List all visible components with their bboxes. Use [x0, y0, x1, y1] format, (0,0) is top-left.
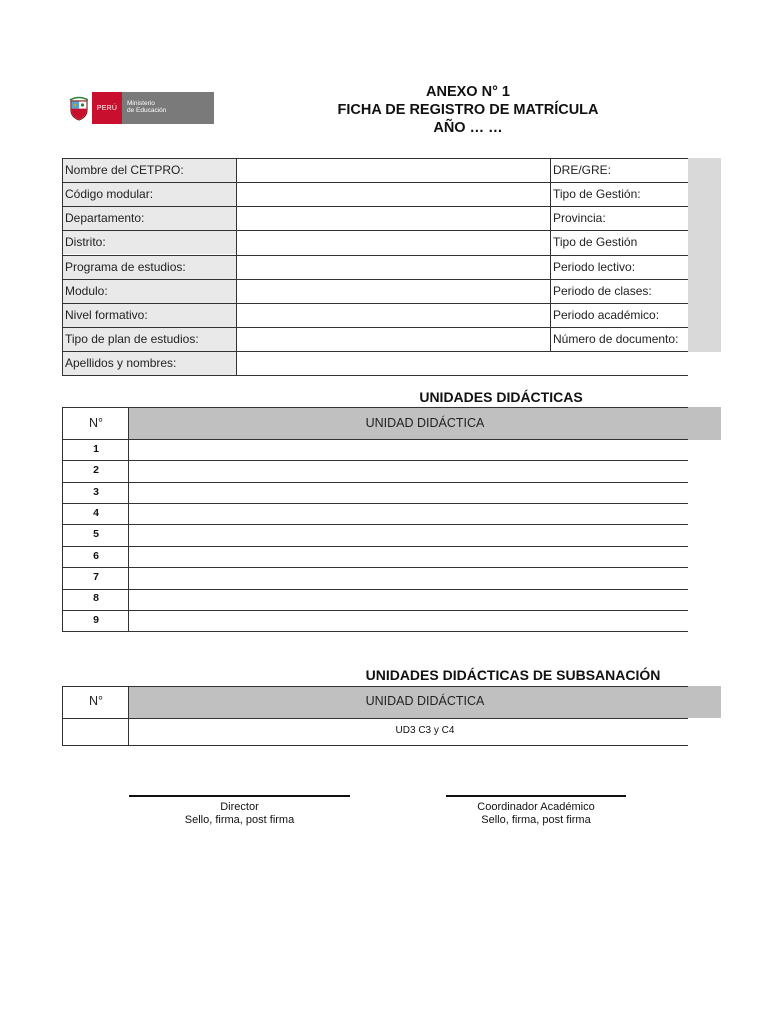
units-row-number: 5	[93, 528, 99, 540]
gridline	[550, 158, 551, 352]
gridline	[62, 206, 688, 207]
gridline	[236, 158, 237, 376]
makeup-col-unit: UNIDAD DIDÁCTICA	[365, 694, 485, 708]
gridline	[62, 407, 688, 408]
label-departamento: Departamento:	[63, 207, 236, 230]
units-row-number: 3	[93, 486, 99, 498]
gridline	[62, 503, 688, 504]
units-row-number: 6	[93, 550, 99, 562]
label-modulo: Modulo:	[63, 280, 236, 303]
makeup-col-number: N°	[88, 694, 104, 708]
label-codigo-modular: Código modular:	[63, 183, 236, 206]
value-tipo-plan[interactable]	[237, 328, 550, 351]
gridline	[62, 158, 63, 376]
value-nivel-formativo[interactable]	[237, 304, 550, 327]
label-tipo-gestion: Tipo de Gestión:	[551, 183, 688, 206]
gridline	[62, 745, 688, 746]
gridline	[128, 686, 129, 746]
value-programa[interactable]	[237, 256, 550, 279]
annex-title: ANEXO N° 1	[426, 84, 510, 100]
peru-label: PERÚ	[92, 92, 122, 124]
label-apellidos-nombres: Apellidos y nombres:	[63, 352, 236, 375]
gridline	[62, 375, 688, 376]
value-codigo-modular[interactable]	[237, 183, 550, 206]
info-side-shade	[688, 158, 721, 352]
ministry-name: Ministerio de Educación	[122, 92, 214, 124]
label-periodo-academico: Periodo académico:	[551, 304, 688, 327]
value-apellidos-nombres[interactable]	[237, 352, 688, 375]
form-title: FICHA DE REGISTRO DE MATRÍCULA	[337, 102, 599, 118]
gridline	[62, 303, 688, 304]
director-subtitle: Sello, firma, post firma	[184, 814, 295, 826]
units-row-number: 4	[93, 507, 99, 519]
gridline	[62, 351, 688, 352]
label-periodo-clases: Periodo de clases:	[551, 280, 688, 303]
gridline	[62, 631, 688, 632]
value-cetpro[interactable]	[237, 159, 550, 182]
label-distrito: Distrito:	[63, 231, 236, 254]
units-row-number: 7	[93, 571, 99, 583]
gridline	[62, 279, 688, 280]
label-nivel-formativo: Nivel formativo:	[63, 304, 236, 327]
label-provincia: Provincia:	[551, 207, 688, 230]
label-numero-documento: Número de documento:	[551, 328, 688, 351]
gridline	[62, 610, 688, 611]
units-heading: UNIDADES DIDÁCTICAS	[419, 389, 583, 405]
label-cetpro: Nombre del CETPRO:	[63, 159, 236, 182]
gridline	[62, 482, 688, 483]
coordinator-title: Coordinador Académico	[477, 801, 595, 813]
label-tipo-plan: Tipo de plan de estudios:	[63, 328, 236, 351]
gridline	[62, 460, 688, 461]
label-tipo-gestion-2: Tipo de Gestión	[551, 231, 688, 254]
gridline	[62, 718, 688, 719]
units-row-number: 1	[93, 443, 99, 455]
gridline	[62, 567, 688, 568]
gridline	[62, 589, 688, 590]
gridline	[62, 524, 688, 525]
coordinator-subtitle: Sello, firma, post firma	[481, 814, 591, 826]
gridline	[62, 686, 688, 687]
value-departamento[interactable]	[237, 207, 550, 230]
year-title: AÑO … …	[433, 120, 503, 136]
director-signature-line	[129, 795, 350, 797]
gridline	[62, 158, 688, 159]
units-col-number: N°	[88, 416, 104, 430]
coordinator-signature-line	[446, 795, 626, 797]
gridline	[62, 686, 63, 746]
gridline	[62, 439, 688, 440]
units-row-number: 8	[93, 592, 99, 604]
gridline	[62, 546, 688, 547]
value-distrito[interactable]	[237, 231, 550, 254]
label-programa: Programa de estudios:	[63, 256, 236, 279]
units-row-number: 9	[93, 614, 99, 626]
makeup-heading: UNIDADES DIDÁCTICAS DE SUBSANACIÓN	[365, 667, 661, 683]
label-periodo-lectivo: Periodo lectivo:	[551, 256, 688, 279]
units-col-unit: UNIDAD DIDÁCTICA	[365, 416, 485, 430]
director-title: Director	[220, 801, 259, 813]
gridline	[62, 255, 688, 256]
value-modulo[interactable]	[237, 280, 550, 303]
gridline	[62, 327, 688, 328]
gridline	[62, 407, 63, 632]
gridline	[128, 407, 129, 632]
makeup-row-unit: UD3 C3 y C4	[395, 725, 455, 736]
units-row-number: 2	[93, 464, 99, 476]
gridline	[62, 230, 688, 231]
label-dre-gre: DRE/GRE:	[551, 159, 688, 182]
gridline	[62, 182, 688, 183]
